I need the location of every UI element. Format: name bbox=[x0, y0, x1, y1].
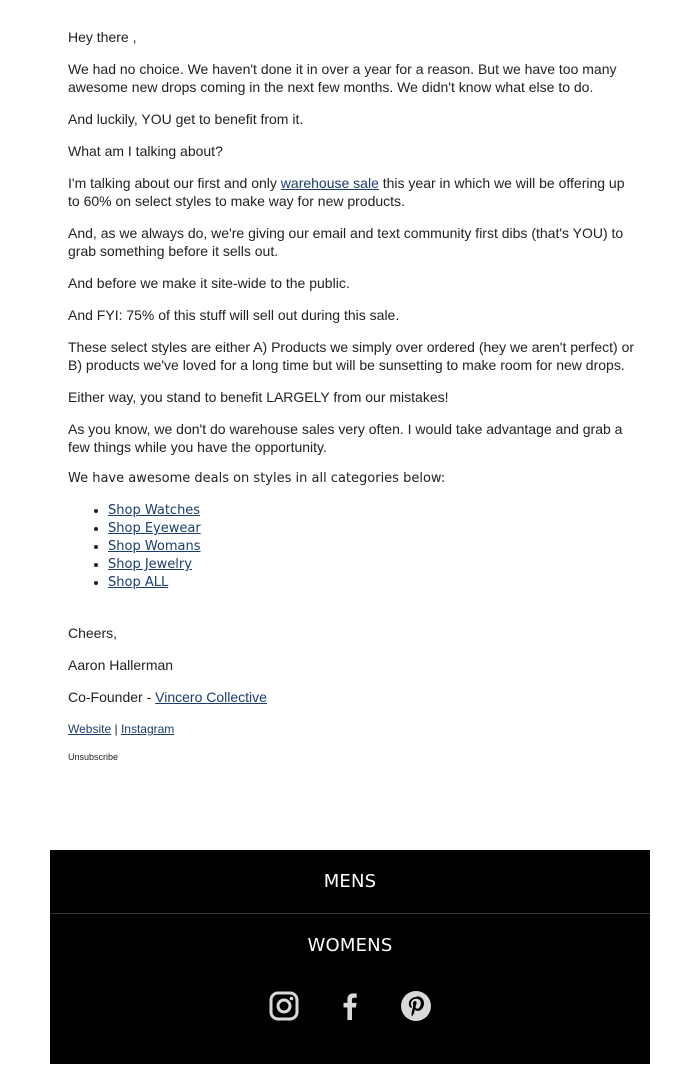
paragraph-no-choice: We had no choice. We haven't done it in over a year for a reason. But we have too many awesome new drops coming in the next few months. We didn't know what else to do. bbox=[68, 61, 617, 95]
list-item bbox=[108, 574, 638, 592]
signature-title-text: Co-Founder - bbox=[68, 689, 156, 705]
paragraph-first-dibs: And, as we always do, we're giving our email and text community first dibs (that's YOU) to grab something before it sells out. bbox=[68, 225, 624, 259]
link-separator: | bbox=[111, 722, 121, 736]
company-link[interactable]: Vincero Collective bbox=[155, 689, 267, 705]
greeting: Hey there , bbox=[68, 29, 137, 45]
footer-nav-block bbox=[50, 850, 650, 1064]
list-item bbox=[108, 520, 638, 538]
paragraph-fyi: And FYI: 75% of this stuff will sell out during this sale. bbox=[68, 307, 400, 323]
signature-name: Aaron Hallerman bbox=[68, 657, 174, 673]
paragraph-benefit: And luckily, YOU get to benefit from it. bbox=[68, 111, 304, 127]
paragraph-question: What am I talking about? bbox=[68, 143, 223, 159]
text-before-link: I'm talking about our first and only bbox=[68, 175, 281, 191]
paragraph-take-advantage: As you know, we don't do warehouse sales very often. I would take advantage and grab a few things while you have the opportunity. bbox=[68, 421, 623, 455]
paragraph-select-styles: These select styles are either A) Products we simply over ordered (hey we aren't perfect) or B) products we've loved for a long time but will be sunsetting to make room for new drops. bbox=[68, 339, 635, 373]
unsubscribe-text[interactable]: Unsubscribe bbox=[68, 752, 119, 762]
nav-womens[interactable]: WOMENS bbox=[307, 935, 393, 956]
list-item bbox=[108, 502, 638, 520]
paragraph-site-wide: And before we make it site-wide to the public. bbox=[68, 275, 350, 291]
instagram-icon[interactable] bbox=[268, 990, 300, 1022]
list-item bbox=[108, 556, 638, 574]
categories-intro: We have awesome deals on styles in all categories below: bbox=[68, 471, 446, 486]
shop-eyewear-link[interactable]: Shop Eyewear bbox=[108, 521, 201, 536]
shop-jewelry-link[interactable]: Shop Jewelry bbox=[108, 557, 192, 572]
instagram-link[interactable]: Instagram bbox=[120, 722, 175, 736]
shop-watches-link[interactable]: Shop Watches bbox=[108, 503, 201, 518]
paragraph-either-way: Either way, you stand to benefit LARGELY from our mistakes! bbox=[68, 389, 449, 405]
shop-links-list bbox=[68, 502, 638, 592]
list-item bbox=[108, 538, 638, 556]
signature-title bbox=[68, 688, 638, 706]
warehouse-sale-link[interactable]: warehouse sale bbox=[280, 175, 379, 191]
social-text-links bbox=[68, 720, 638, 738]
paragraph-warehouse-sale bbox=[68, 174, 638, 210]
email-body bbox=[68, 28, 638, 780]
shop-womans-link[interactable]: Shop Womans bbox=[108, 539, 201, 554]
social-icons bbox=[50, 990, 650, 1022]
shop-all-link[interactable]: Shop ALL bbox=[108, 575, 169, 590]
pinterest-icon[interactable] bbox=[400, 990, 432, 1022]
facebook-icon[interactable] bbox=[334, 990, 366, 1022]
nav-mens[interactable]: MENS bbox=[323, 871, 377, 892]
cheers: Cheers, bbox=[68, 625, 118, 641]
text-after-link: this year in which we will be offering up to 60% on select styles to make way for new products. bbox=[68, 175, 625, 209]
website-link[interactable]: Website bbox=[68, 722, 112, 736]
